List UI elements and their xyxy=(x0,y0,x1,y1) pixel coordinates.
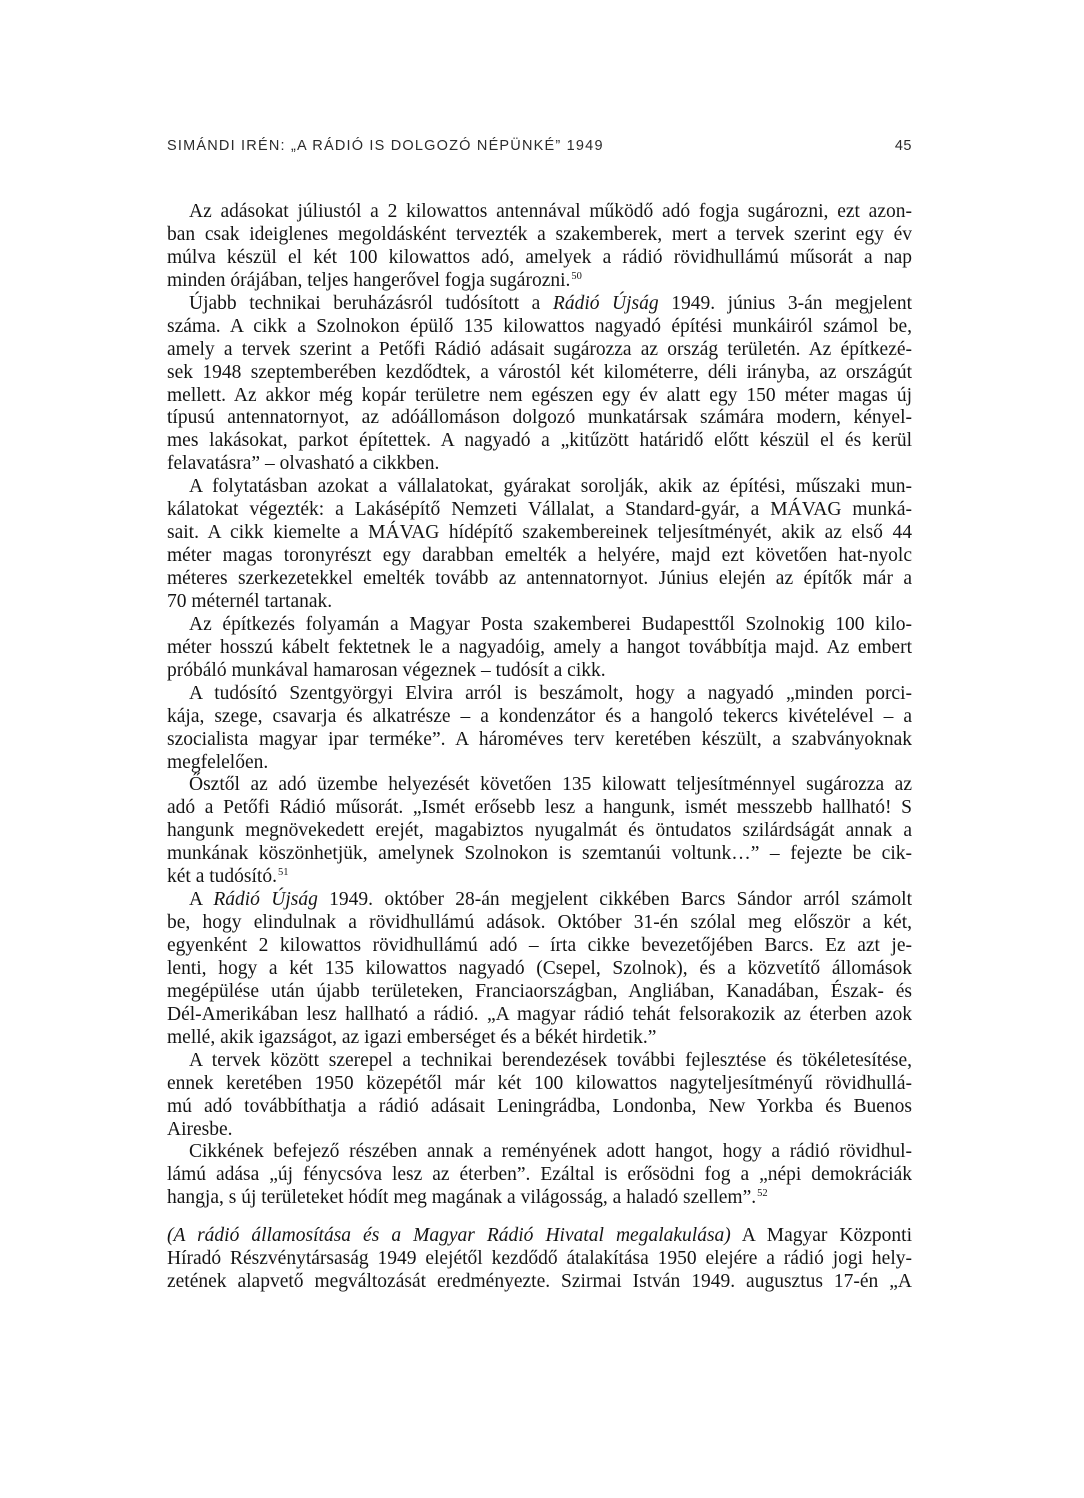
paragraph xyxy=(167,889,912,1050)
text-line: mellett. Az akkor még kopár területre nem egészen egy év alatt egy 150 méter magas új xyxy=(167,384,912,406)
text-line: méteres szerkezetekkel emelték tovább az antennatornyot. Június elején az építők már a xyxy=(167,568,912,589)
text-line: méter magas toronyrészt egy darabban emelték a helyére, majd ezt követően hat-nyolc xyxy=(167,545,912,567)
text-line: hangunk megnövekedett erejét, magabiztos nyugalmát és öntudatos szilárdságát annak a xyxy=(167,820,912,842)
line-text: 1949. június 3-án megjelent xyxy=(658,292,912,314)
text-line: A tervek között szerepel a technikai berendezések további fejlesztése és tökéletesítése, xyxy=(189,1049,912,1071)
text-line: próbáló munkával hamarosan végeznek – tudósít a cikk. xyxy=(167,659,606,681)
page-number: 45 xyxy=(894,138,912,154)
section-paragraph xyxy=(167,1225,912,1294)
text-line: Az építkezés folyamán a Magyar Posta szakemberei Budapesttől Szolnokig 100 kilo- xyxy=(189,613,912,635)
text-line: be, hogy elindulnak a rövidhullámú adások. Október 31-én szólal meg először a két, xyxy=(167,912,912,934)
periodical-title: Rádió Újság xyxy=(213,889,318,911)
periodical-title: Rádió Újság xyxy=(552,292,659,314)
text-line: Az adásokat júliustól a 2 kilowattos antennával működő adó fogja sugározni, ezt azon- xyxy=(189,201,912,222)
text-line: egyenként 2 kilowattos rövidhullámú adó – írta cikke bevezetőjében Barcs. Ez azt je- xyxy=(167,935,912,956)
paragraph xyxy=(167,1141,912,1210)
text-line: zetének alapvető megváltozását eredményezte. Szirmai István 1949. augusztus 17-én „A xyxy=(167,1271,912,1293)
body-text xyxy=(167,201,912,1294)
text-line: mes lakásokat, parkot építettek. A nagyadó a „kitűzött határidő előtt készül el és kerül xyxy=(167,430,912,452)
text-line: felavatásra” – olvasható a cikkben. xyxy=(167,453,440,475)
line-text: minden órájában, teljes hangerővel fogja sugározni. xyxy=(167,269,571,291)
text-line: szocialista magyar ipar terméke”. A hároméves terv keretében készült, a szabványoknak xyxy=(167,728,912,750)
text-line: méter hosszú kábelt fektetnek le a nagyadóig, amely a hangot továbbítja majd. Az embert xyxy=(167,636,912,658)
section-run-in-heading: (A rádió államosítása és a Magyar Rádió Hivatal megalakulása) xyxy=(167,1225,731,1247)
text-line: megfelelően. xyxy=(167,751,269,773)
text-line: sek 1948 szeptemberében kezdődtek, a várostól két kilométerre, déli irányba, az országút xyxy=(167,361,912,383)
text-line: kája, szege, csavarja és alkatrésze – a kondenzátor és a hangoló tekercs kivételével – a xyxy=(167,705,912,727)
text-line: Cikkének befejező részében annak a reményének adott hangot, hogy a rádió rövidhul- xyxy=(189,1141,912,1163)
line-text: A xyxy=(189,889,214,911)
line-text: hangja, s új területeket hódít meg magának a világosság, a haladó szellem”. xyxy=(167,1187,757,1209)
paragraph xyxy=(167,201,912,293)
text-line xyxy=(167,866,912,889)
text-line xyxy=(167,293,912,316)
text-line: adó a Petőfi Rádió műsorát. „Ismét erősebb lesz a hangunk, ismét messzebb hallható! S xyxy=(167,797,912,819)
text-line: lenti, hogy a két 135 kilowattos nagyadó (Csepel, Szolnok), és a közvetítő állomások xyxy=(167,957,912,979)
text-line: mú adó továbbíthatja a rádió adásait Leningrádba, Londonba, New Yorkba és Buenos xyxy=(167,1095,912,1117)
line-text: 1949. október 28-án megjelent cikkében Barcs Sándor arról számolt xyxy=(317,889,912,911)
text-line: múlva készül el két 100 kilowattos adó, amelyek a rádió rövidhullámú műsorát a nap xyxy=(167,246,912,268)
text-line: kálatokat végezték: a Lakásépítő Nemzeti Vállalat, a Standard-gyár, a MÁVAG munká- xyxy=(167,499,912,521)
text-line: száma. A cikk a Szolnokon épülő 135 kilowattos nagyadó építési munkáiról számol be, xyxy=(167,315,912,337)
paragraph xyxy=(167,614,912,683)
text-line: mellé, akik igazságot, az igazi emberséget és a békét hirdetik.” xyxy=(167,1026,657,1048)
text-line: Híradó Részvénytársaság 1949 elejétől kezdődő átalakítása 1950 elejére a rádió jogi hely- xyxy=(167,1248,912,1270)
text-line: sait. A cikk kiemelte a MÁVAG hídépítő szakembereinek teljesítményét, akik az első 44 xyxy=(167,522,912,544)
text-line: Ősztől az adó üzembe helyezését követően 135 kilowatt teljesítménnyel sugározza az xyxy=(189,774,912,796)
text-line xyxy=(167,1187,912,1210)
text-line: ennek keretében 1950 közepétől már két 100 kilowattos nagyteljesítményű rövidhullá- xyxy=(167,1072,912,1094)
text-line: munkának köszönhetjük, amelynek Szolnokon is szemtanúi voltunk…” – fejezte be cik- xyxy=(167,843,912,865)
text-line: típusú antennatornyot, az adóállomáson dolgozó munkatársak számára modern, kényel- xyxy=(167,407,912,429)
text-line: A tudósító Szentgyörgyi Elvira arról is beszámolt, hogy a nagyadó „minden porci- xyxy=(189,682,912,704)
paragraph xyxy=(167,293,912,477)
text-line: A folytatásban azokat a vállalatokat, gyárakat sorolják, akik az építési, műszaki mun- xyxy=(189,476,912,498)
footnote-ref: 51 xyxy=(277,867,289,879)
text-line: amely a tervek szerint a Petőfi Rádió adásait sugározza az ország területén. Az építkezé- xyxy=(167,338,912,360)
text-line: megépülése után újabb területeken, Franciaországban, Angliában, Kanadában, Észak- és xyxy=(167,980,912,1002)
text-line xyxy=(167,1225,912,1248)
footnote-ref: 50 xyxy=(571,270,582,282)
line-text: Újabb technikai beruházásról tudósított a xyxy=(189,292,553,314)
footnote-ref: 52 xyxy=(757,1188,768,1200)
text-line: lámú adása „új fénycsóva lesz az éterben”. Ezáltal is erősödni fog a „népi demokráciák xyxy=(167,1164,912,1186)
paragraph xyxy=(167,683,912,775)
text-line: Airesbe. xyxy=(167,1118,233,1140)
line-text: két a tudósító. xyxy=(167,866,277,888)
paragraph xyxy=(167,1050,912,1142)
paragraph xyxy=(167,476,912,614)
text-line: Dél-Amerikában lesz hallható a rádió. „A magyar rádió tehát felsorakozik az éterben azok xyxy=(167,1003,912,1025)
line-text: A Magyar Központi xyxy=(730,1225,912,1247)
text-line: 70 méternél tartanak. xyxy=(167,590,333,612)
running-head: SIMÁNDI IRÉN: „A RÁDIÓ IS DOLGOZÓ NÉPÜNKÉ” 1949 xyxy=(167,138,604,154)
text-line xyxy=(167,889,912,912)
text-line xyxy=(167,270,912,293)
paragraph xyxy=(167,774,912,889)
text-line: ban csak ideiglenes megoldásként tervezték a szakemberek, mert a tervek szerint egy év xyxy=(167,223,912,245)
